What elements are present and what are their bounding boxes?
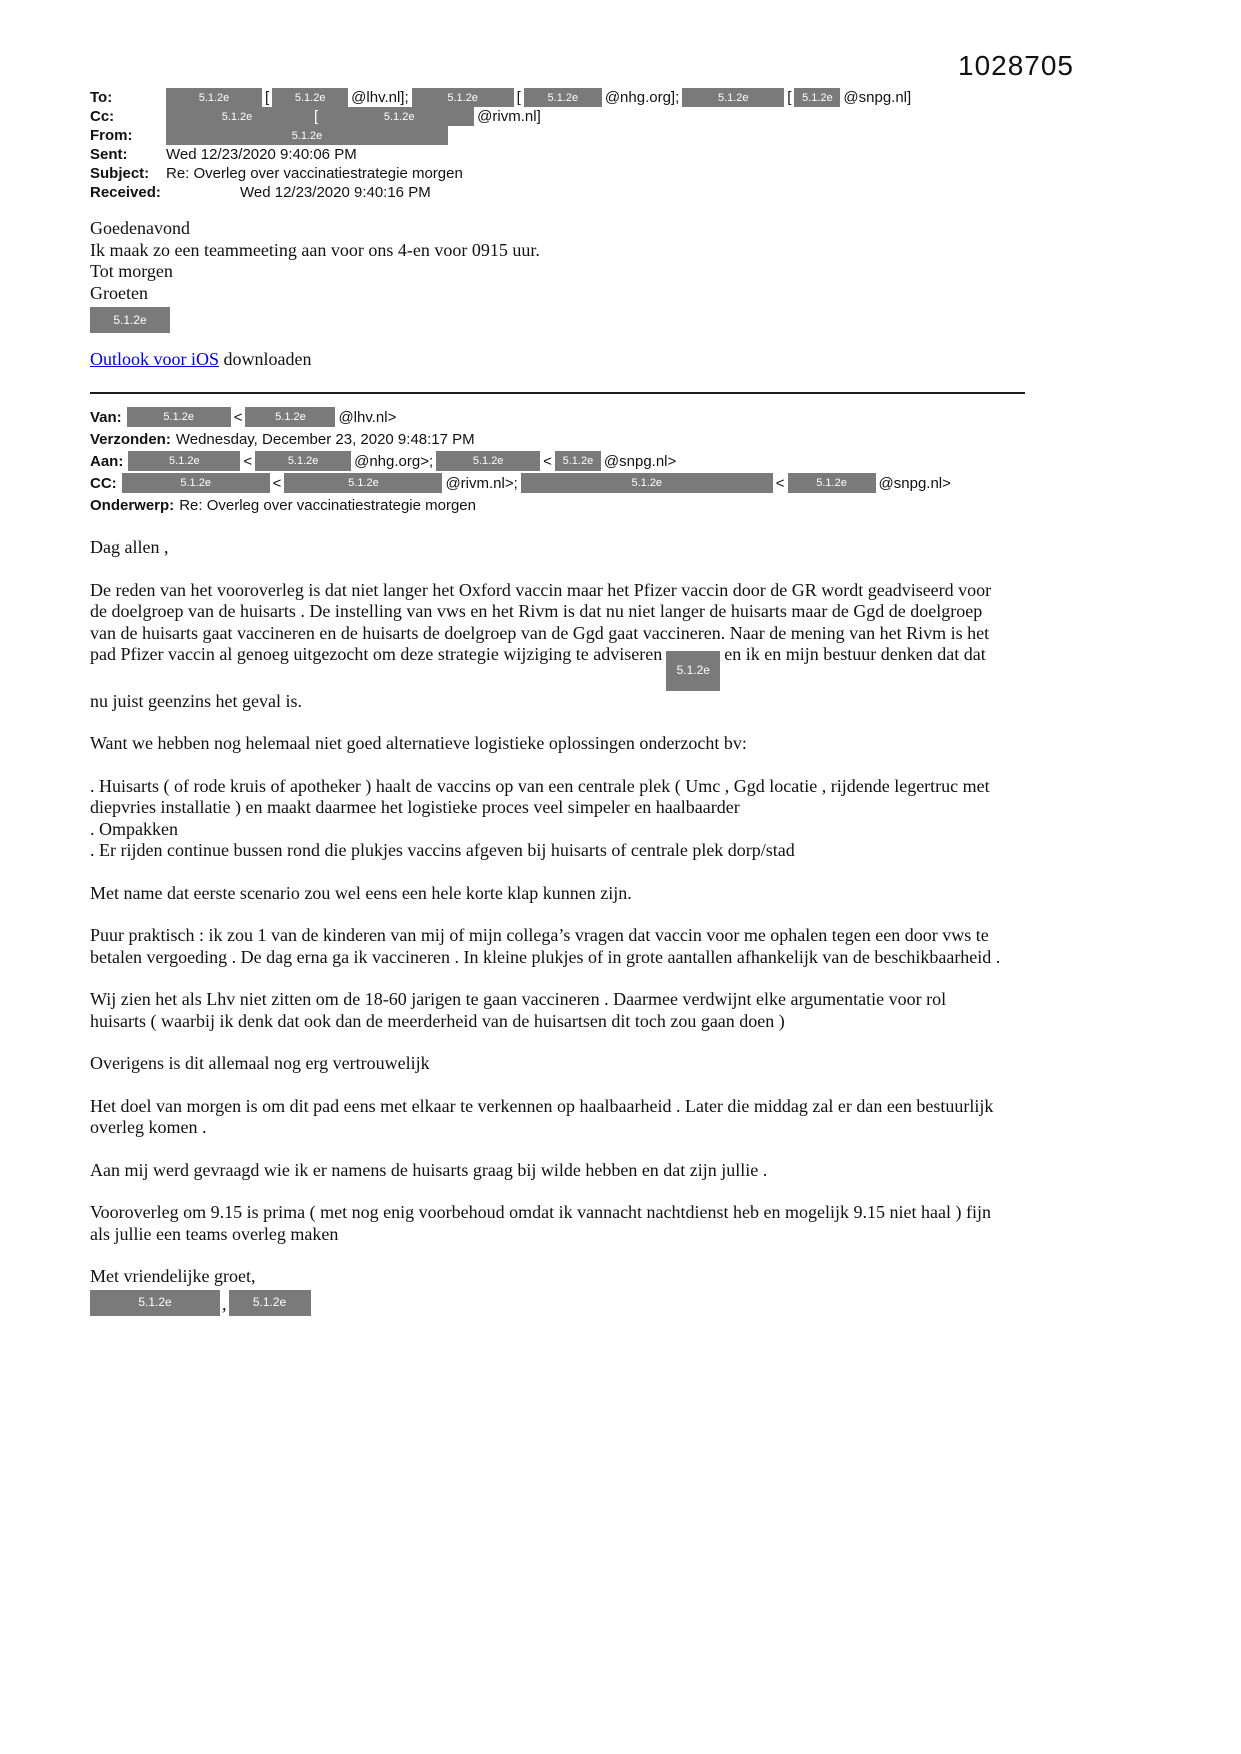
cc2-label: CC:	[90, 474, 117, 492]
aan-label: Aan:	[90, 452, 124, 470]
redaction-box: 5.1.2e	[166, 126, 448, 145]
header-text: @rivm.nl>;	[445, 474, 518, 492]
header-text: @snpg.nl]	[843, 89, 912, 106]
to-value	[166, 88, 914, 107]
document-number: 1028705	[958, 50, 1075, 81]
from-label: From:	[90, 127, 133, 144]
redaction-box: 5.1.2e	[555, 451, 601, 471]
header-row-verzonden	[90, 428, 1025, 450]
to-label: To:	[90, 89, 113, 106]
cc-value	[166, 107, 544, 126]
header-text: @lhv.nl>	[338, 408, 397, 426]
paragraph-puur: Puur praktisch : ik zou 1 van de kinderen van mij of mijn collega’s vragen dat vaccin voor me ophalen tegen een door vws te betalen vergoeding . De dag erna ga ik vaccineren . In kleine plukjes of in grote aantallen afhankelijk van de beschikbaarheid .	[90, 925, 1001, 967]
cc2-value	[122, 473, 954, 493]
header-text: [	[516, 89, 521, 106]
header-text: [	[787, 89, 792, 106]
header-row-sent	[90, 145, 1025, 164]
header-row-van	[90, 406, 1025, 428]
email2-signature	[90, 1290, 1002, 1316]
header-text: @snpg.nl>	[878, 474, 951, 492]
paragraph-vooroverleg: Vooroverleg om 9.15 is prima ( met nog enig voorbehoud omdat ik vannacht nachtdienst heb en mogelijk 9.15 niet haal ) fijn als jullie een teams overleg maken	[90, 1202, 991, 1244]
email2-header	[90, 406, 1025, 516]
redaction-box: 5.1.2e	[245, 407, 335, 427]
body-line: Groeten	[90, 282, 148, 303]
paragraph-hetdoel: Het doel van morgen is om dit pad eens met elkaar te verkennen op haalbaarheid . Later die middag zal er dan een bestuurlijk overleg komen .	[90, 1095, 994, 1138]
onderwerp-label: Onderwerp:	[90, 496, 175, 514]
paragraph-reden	[90, 580, 1002, 713]
redaction-box: 5.1.2e	[412, 88, 514, 107]
header-row-subject	[90, 164, 1025, 183]
header-row-onderwerp	[90, 494, 1025, 516]
email-thread	[90, 88, 1025, 1316]
redaction-box: 5.1.2e	[166, 107, 308, 126]
bullet-item: . Ompakken	[90, 818, 178, 839]
subject-value: Re: Overleg over vaccinatiestrategie morgen	[166, 165, 463, 182]
van-label: Van:	[90, 408, 122, 426]
redaction-box: 5.1.2e	[788, 473, 876, 493]
header-row-to	[90, 88, 1025, 107]
body-line: Tot morgen	[90, 261, 173, 281]
email1-body	[90, 218, 1025, 304]
redaction-box: 5.1.2e	[272, 88, 348, 107]
received-label: Received:	[90, 184, 161, 201]
header-text: <	[272, 474, 282, 492]
redaction-box: 5.1.2e	[90, 307, 170, 333]
redaction-box: 5.1.2e	[682, 88, 784, 107]
paragraph-wijzien: Wij zien het als Lhv niet zitten om de 18-60 jarigen te gaan vaccineren . Daarmee verdwijnt elke argumentatie voor rol huisarts ( waarbij ik denk dat ook dan de meerderheid van de huisartsen dit toch zou gaan doen )	[90, 989, 947, 1031]
redaction-box: 5.1.2e	[122, 473, 270, 493]
thread-divider	[90, 392, 1025, 394]
redaction-box: 5.1.2e	[524, 88, 602, 107]
header-row-cc	[90, 107, 1025, 126]
redaction-box: 5.1.2e	[90, 1290, 220, 1316]
header-text: @nhg.org];	[604, 89, 680, 106]
redaction-box: 5.1.2e	[436, 451, 540, 471]
aan-value	[128, 451, 679, 471]
paragraph-metname: Met name dat eerste scenario zou wel eens een hele korte klap kunnen zijn.	[90, 882, 632, 903]
verzonden-value: Wednesday, December 23, 2020 9:48:17 PM	[175, 430, 475, 448]
redaction-box: 5.1.2e	[794, 88, 840, 107]
bullet-list	[90, 776, 1002, 862]
greeting: Dag allen ,	[90, 537, 169, 557]
header-row-received	[90, 183, 1025, 202]
bullet-item: . Huisarts ( of rode kruis of apotheker ) haalt de vaccins op van een centrale plek ( Umc , Ggd locatie , rijdende legertruc met diepvries installatie ) en maakt daarmee het logistieke proces veel simpeler en haalbaarder	[90, 775, 990, 818]
paragraph-text: De reden van het vooroverleg is dat niet langer het Oxford vaccin maar het Pfizer vaccin door de GR wordt geadviseerd voor de doelgroep van de huisarts . De instelling van vws en het Rivm is dat nu niet langer de huisarts maar de Ggd de doelgroep van de huisarts gaat vaccineren en de huisarts de doelgroep van de Ggd gaat vaccineren. Naar de mening van het Rivm is het pad Pfizer vaccin al genoeg uitgezocht om deze strategie wijziging te adviseren	[90, 579, 992, 664]
header-text: @snpg.nl>	[603, 452, 677, 470]
redaction-box: 5.1.2e	[127, 407, 231, 427]
paragraph-aanmij: Aan mij werd gevraagd wie ik er namens de huisarts graag bij wilde hebben en dat zijn jullie .	[90, 1159, 768, 1180]
header-text: <	[543, 452, 552, 470]
redaction-box: 5.1.2e	[166, 88, 262, 107]
redaction-box: 5.1.2e	[255, 451, 351, 471]
received-value: Wed 12/23/2020 9:40:16 PM	[240, 184, 431, 201]
sent-label: Sent:	[90, 146, 128, 163]
cc-label: Cc:	[90, 108, 115, 125]
email1-header	[90, 88, 1025, 202]
body-line: Goedenavond	[90, 218, 190, 238]
verzonden-label: Verzonden:	[90, 430, 171, 448]
redaction-box: 5.1.2e	[229, 1290, 311, 1316]
header-text: <	[775, 474, 785, 492]
redaction-box: 5.1.2e	[521, 473, 773, 493]
paragraph-text: en ik en mijn bestuur denken dat dat nu juist geenzins het geval is.	[90, 644, 986, 711]
paragraph-overigens: Overigens is dit allemaal nog erg vertrouwelijk	[90, 1053, 430, 1074]
paragraph-want: Want we hebben nog helemaal niet goed alternatieve logistieke oplossingen onderzocht bv:	[90, 733, 747, 754]
redaction-box: 5.1.2e	[128, 451, 240, 471]
sent-value: Wed 12/23/2020 9:40:06 PM	[166, 146, 357, 163]
redaction-box: 5.1.2e	[284, 473, 442, 493]
from-value	[166, 126, 448, 145]
header-text: @lhv.nl];	[351, 89, 409, 106]
header-row-from	[90, 126, 1025, 145]
header-row-aan	[90, 450, 1025, 472]
header-text: <	[243, 452, 253, 470]
header-row-cc2	[90, 472, 1025, 494]
outlook-footer	[90, 349, 1025, 370]
outlook-link-suffix: downloaden	[219, 349, 312, 369]
van-value	[127, 407, 400, 427]
subject-label: Subject:	[90, 165, 150, 182]
redaction-bracket: [	[308, 107, 324, 126]
body-line: Ik maak zo een teammeeting aan voor ons 4-en voor 0915 uur.	[90, 239, 540, 260]
redaction-box: 5.1.2e	[666, 651, 720, 691]
header-text: [	[265, 89, 270, 106]
header-text: @rivm.nl]	[477, 108, 541, 125]
header-text: <	[233, 408, 243, 426]
header-text: ,	[222, 1294, 227, 1315]
closing: Met vriendelijke groet,	[90, 1266, 256, 1287]
email1-signature-redaction	[90, 307, 170, 333]
email2-body	[90, 537, 1002, 1316]
redaction-box: 5.1.2e	[324, 107, 474, 126]
bullet-item: . Er rijden continue bussen rond die plukjes vaccins afgeven bij huisarts of centrale plek dorp/stad	[90, 840, 795, 861]
outlook-ios-link[interactable]: Outlook voor iOS	[90, 349, 220, 369]
header-text: @nhg.org>;	[354, 452, 434, 470]
onderwerp-value: Re: Overleg over vaccinatiestrategie morgen	[179, 496, 476, 514]
